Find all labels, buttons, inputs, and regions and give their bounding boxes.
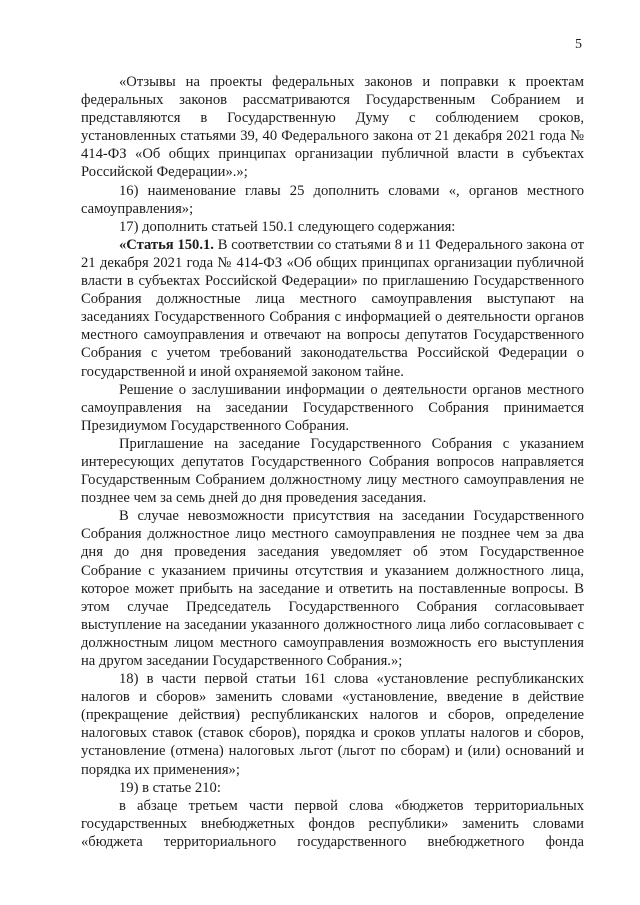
- document-body: [81, 73, 584, 851]
- paragraph-item-19: 19) в статье 210:: [119, 779, 221, 796]
- article-text: В соответствии со статьями 8 и 11 Федерального закона от 21 декабря 2021 года № 414-ФЗ «Об общих принципах организации публичной власти в субъектах Российской Федерации» по приглашению Государственного Собрания должностные лица местного самоуправления выступают на заседаниях Государственного Собрания с информацией о деятельности органов местного самоуправления и отвечают на вопросы депутатов Государственного Собрания с учетом требований законодательства Российской Федерации о государственной и иной охраняемой законом тайне.: [81, 236, 584, 380]
- page-number: 5: [575, 37, 582, 52]
- paragraph-item-16: 16) наименование главы 25 дополнить словами «, органов местного самоуправления»;: [81, 182, 584, 217]
- paragraph-article-150-1: [81, 236, 584, 381]
- paragraph-item-17: 17) дополнить статьей 150.1 следующего содержания:: [119, 218, 456, 235]
- paragraph-item-18: 18) в части первой статьи 161 слова «установление республиканских налогов и сборов» заменить словами «установление, введение в действие (прекращение действия) республиканских налогов и сборов, определение налоговых ставок (ставок сборов), порядка и сроков уплаты налогов и сборов, установление (отмена) налоговых льгот (льгот по сборам) и (или) оснований и порядка их применения»;: [81, 671, 584, 778]
- paragraph-reviews: «Отзывы на проекты федеральных законов и поправки к проектам федеральных законов рассматриваются Государственным Собранием и представляются в Государственную Думу с соблюдением сроков, установленных статьями 39, 40 Федерального закона от 21 декабря 2021 года № 414-ФЗ «Об общих принципах организации публичной власти в субъектах Российской Федерации».»;: [81, 74, 584, 181]
- paragraph-absence: В случае невозможности присутствия на заседании Государственного Собрания должностное лицо местного самоуправления не позднее чем за два дня до дня проведения заседания уведомляет об этом Государственное Собрание с указанием причины отсутствия и указанием должностного лица, которое может прибыть на заседание и ответить на поставленные вопросы. В этом случае Председатель Государственного Собрания согласовывает выступление на заседании указанного должностного лица либо согласовывает с должностным лицом местного самоуправления возможность его выступления на другом заседании Государственного Собрания.»;: [81, 508, 584, 669]
- paragraph-decision: Решение о заслушивании информации о деятельности органов местного самоуправления на заседании Государственного Собрания принимается Президиумом Государственного Собрания.: [81, 381, 584, 434]
- article-heading: «Статья 150.1.: [119, 236, 214, 253]
- paragraph-abzac-3: в абзаце третьем части первой слова «бюджетов территориальных государственных внебюджетных фондов республики» заменить словами «бюджета территориального государственного внебюджетного фонда: [81, 797, 584, 850]
- paragraph-invitation: Приглашение на заседание Государственного Собрания с указанием интересующих депутатов Государственного Собрания вопросов направляется Государственным Собранием должностному лицу местного самоуправления не позднее чем за семь дней до дня проведения заседания.: [81, 435, 584, 507]
